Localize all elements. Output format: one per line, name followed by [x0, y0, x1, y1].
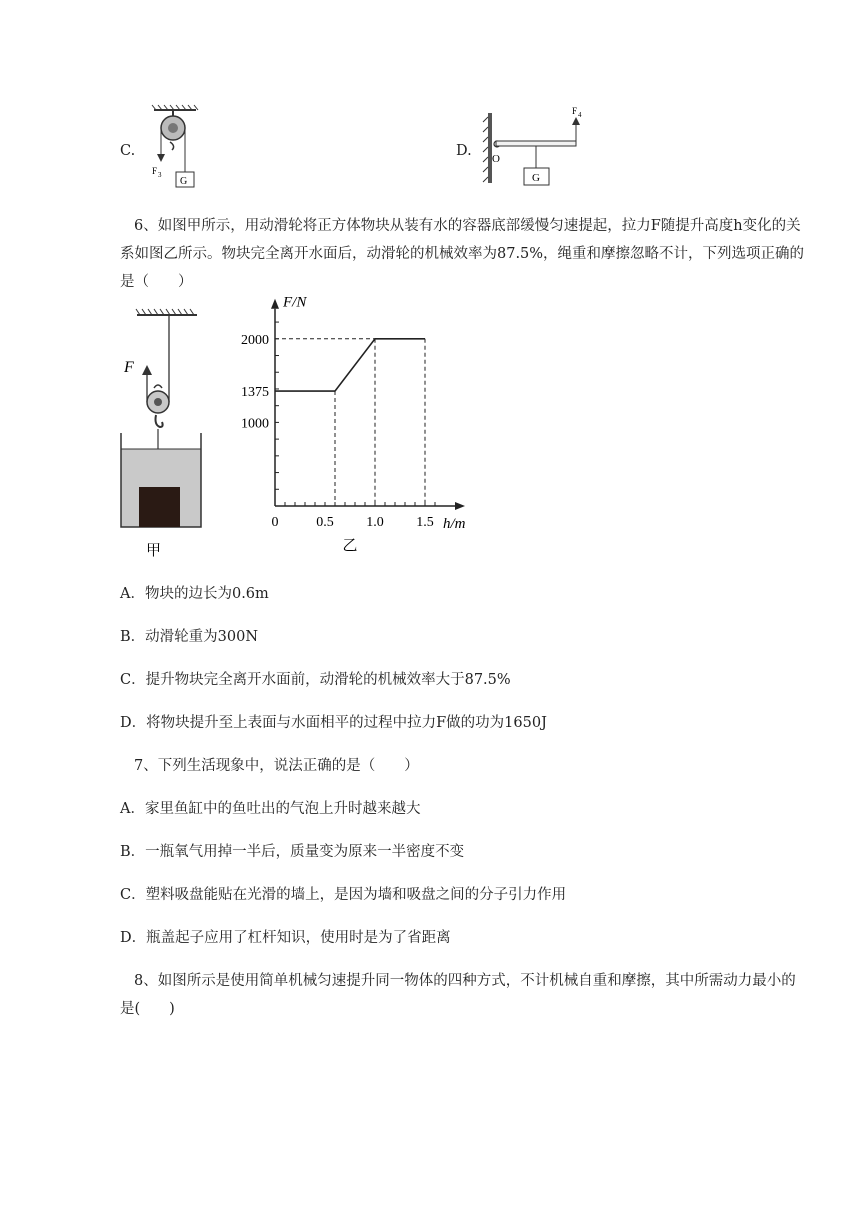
y-axis-label: F/N	[283, 294, 307, 311]
force-subscript: 3	[158, 171, 162, 179]
force-label: F	[152, 166, 158, 176]
q6-stem: 6、如图甲所示，用动滑轮将正方体物块从装有水的容器底部缓慢匀速提起，拉力F随提升高度h变化的关系如图乙所示。物块完全离开水面后，动滑轮的机械效率为87.5%，绳重和摩擦忽略不计，下列选项正确的是（ ）	[120, 218, 805, 290]
x-tick-label: 0.5	[316, 515, 334, 530]
force-label: F	[572, 106, 578, 116]
x-tick-label: 0	[271, 515, 279, 530]
q8-stem: 8、如图所示是使用简单机械匀速提升同一物体的四种方式，不计机械自重和摩擦，其中所需动力最小的是( )	[120, 973, 796, 1017]
q6-option-b: B．动滑轮重为300N	[120, 629, 259, 645]
q6-option-a: A．物块的边长为0.6m	[120, 586, 269, 602]
lever-figure-d	[478, 105, 598, 195]
y-tick-label: 2000	[241, 332, 269, 348]
force-subscript: 4	[578, 111, 582, 119]
figure-jia-pulley-tank	[112, 305, 217, 560]
fixed-pulley-figure-c	[140, 100, 210, 195]
x-tick-label: 1.5	[416, 515, 434, 530]
y-axis-arrow	[271, 299, 279, 309]
x-axis-arrow	[455, 502, 465, 510]
q7-option-a: A．家里鱼缸中的鱼吐出的气泡上升时越来越大	[120, 801, 421, 817]
q7-stem: 7、下列生活现象中，说法正确的是（ ）	[134, 758, 419, 774]
figure-caption: 甲	[146, 543, 162, 559]
weight-label: G	[180, 176, 188, 187]
q7-option-b: B．一瓶氧气用掉一半后，质量变为原来一半密度不变	[120, 844, 465, 860]
force-label: F	[124, 359, 134, 376]
x-tick-label: 1.0	[366, 515, 384, 530]
q7-option-d: D．瓶盖起子应用了杠杆知识，使用时是为了省距离	[120, 930, 451, 946]
option-c-label: C.	[120, 143, 136, 159]
pivot-label: O	[492, 153, 500, 165]
q6-option-d: D．将物块提升至上表面与水面相平的过程中拉力F做的功为1650J	[120, 715, 547, 731]
x-axis-label: h/m	[443, 516, 466, 532]
series-line	[275, 339, 425, 391]
q7-option-c: C．塑料吸盘能贴在光滑的墙上，是因为墙和吸盘之间的分子引力作用	[120, 887, 567, 903]
weight-label: G	[532, 172, 540, 184]
figure-yi-force-height-chart	[225, 294, 515, 565]
y-tick-label: 1000	[241, 416, 269, 432]
y-tick-label: 1375	[241, 385, 269, 401]
q6-option-c: C．提升物块完全离开水面前，动滑轮的机械效率大于87.5%	[120, 672, 511, 688]
figure-caption: 乙	[342, 538, 358, 554]
option-d-label: D.	[456, 143, 472, 159]
